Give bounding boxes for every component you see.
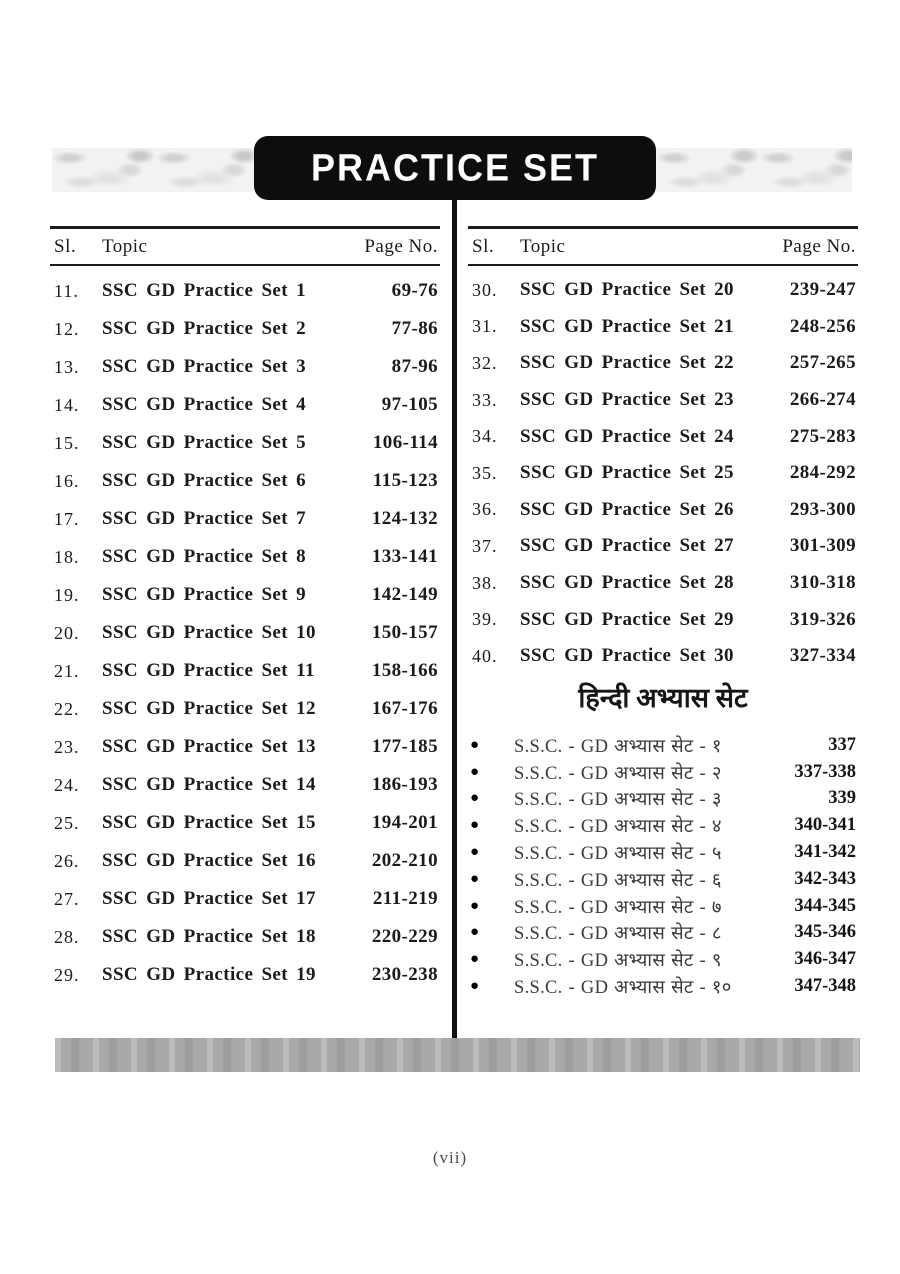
header-topic: Topic (102, 235, 148, 257)
row-serial: 27. (54, 888, 80, 909)
toc-rows-right (468, 272, 858, 675)
table-row (468, 418, 858, 455)
table-header (50, 226, 440, 266)
bullet-icon: ● (470, 736, 480, 753)
row-topic: SSC GD Practice Set 29 (520, 608, 734, 630)
table-row (50, 424, 440, 462)
row-page-range: 186-193 (371, 774, 438, 795)
hindi-list-item (468, 893, 858, 920)
row-page-range: 69-76 (391, 280, 438, 301)
row-page-range: 346-347 (794, 949, 856, 970)
table-row (50, 576, 440, 614)
row-serial: 39. (472, 609, 498, 630)
row-page-range: 284-292 (789, 462, 856, 484)
row-serial: 18. (54, 546, 80, 567)
row-page-range: 340-341 (794, 815, 856, 836)
row-topic: S.S.C. - GD अभ्यास सेट - ७ (514, 897, 722, 918)
row-topic: S.S.C. - GD अभ्यास सेट - १० (514, 978, 732, 999)
row-topic: SSC GD Practice Set 14 (102, 774, 316, 795)
hindi-list-item (468, 920, 858, 947)
row-serial: 14. (54, 394, 80, 415)
row-page-range: 301-309 (789, 535, 856, 557)
row-page-range: 327-334 (789, 645, 856, 667)
row-page-range: 248-256 (789, 315, 856, 337)
table-row (50, 386, 440, 424)
row-serial: 31. (472, 316, 498, 337)
row-topic: S.S.C. - GD अभ्यास सेट - ९ (514, 951, 722, 972)
bullet-icon: ● (470, 897, 480, 914)
row-topic: SSC GD Practice Set 13 (102, 736, 316, 757)
table-row (50, 348, 440, 386)
row-topic: SSC GD Practice Set 17 (102, 888, 316, 909)
row-topic: SSC GD Practice Set 19 (102, 964, 316, 985)
hindi-section-rows (468, 732, 858, 1000)
row-serial: 11. (54, 280, 79, 301)
table-row (50, 462, 440, 500)
row-serial: 37. (472, 535, 498, 556)
bullet-icon: ● (470, 978, 480, 995)
row-topic: SSC GD Practice Set 27 (520, 535, 734, 557)
bullet-icon: ● (470, 817, 480, 834)
row-page-range: 310-318 (789, 572, 856, 594)
hindi-list-item (468, 839, 858, 866)
table-row (50, 956, 440, 994)
header-page: Page No. (782, 235, 856, 257)
row-topic: SSC GD Practice Set 9 (102, 584, 307, 605)
row-page-range: 319-326 (789, 608, 856, 630)
row-page-range: 106-114 (372, 432, 438, 453)
table-row (468, 309, 858, 346)
row-topic: SSC GD Practice Set 28 (520, 572, 734, 594)
bullet-icon: ● (470, 870, 480, 887)
row-topic: SSC GD Practice Set 6 (102, 470, 307, 491)
row-page-range: 87-96 (391, 356, 438, 377)
row-page-range: 158-166 (371, 660, 438, 681)
hindi-list-item (468, 732, 858, 759)
row-serial: 30. (472, 279, 498, 300)
hindi-list-item (468, 973, 858, 1000)
row-page-range: 344-345 (794, 895, 856, 916)
row-topic: SSC GD Practice Set 18 (102, 926, 316, 947)
row-topic: SSC GD Practice Set 15 (102, 812, 316, 833)
table-row (468, 601, 858, 638)
row-topic: S.S.C. - GD अभ्यास सेट - २ (514, 763, 722, 784)
row-page-range: 150-157 (371, 622, 438, 643)
row-topic: SSC GD Practice Set 16 (102, 850, 316, 871)
table-row (50, 918, 440, 956)
row-page-range: 97-105 (381, 394, 438, 415)
row-topic: SSC GD Practice Set 5 (102, 432, 307, 453)
row-topic: S.S.C. - GD अभ्यास सेट - १ (514, 736, 722, 757)
row-serial: 24. (54, 774, 80, 795)
header-topic: Topic (520, 235, 566, 257)
row-serial: 12. (54, 318, 80, 339)
row-topic: SSC GD Practice Set 20 (520, 279, 734, 301)
table-row (468, 345, 858, 382)
table-row (50, 614, 440, 652)
row-page-range: 342-343 (794, 868, 856, 889)
bullet-icon: ● (470, 763, 480, 780)
row-topic: SSC GD Practice Set 10 (102, 622, 316, 643)
row-serial: 29. (54, 964, 80, 985)
row-topic: SSC GD Practice Set 21 (520, 315, 734, 337)
table-row (50, 538, 440, 576)
row-topic: SSC GD Practice Set 7 (102, 508, 307, 529)
row-page-range: 337-338 (794, 761, 856, 782)
row-topic: SSC GD Practice Set 12 (102, 698, 316, 719)
row-page-range: 124-132 (371, 508, 438, 529)
row-topic: SSC GD Practice Set 4 (102, 394, 307, 415)
page-title: PRACTICE SET (310, 145, 600, 189)
table-row (468, 528, 858, 565)
row-serial: 34. (472, 426, 498, 447)
row-topic: S.S.C. - GD अभ्यास सेट - ८ (514, 924, 722, 945)
header-serial: Sl. (54, 235, 77, 257)
row-page-range: 239-247 (789, 279, 856, 301)
bullet-icon: ● (470, 924, 480, 941)
table-row (50, 804, 440, 842)
row-page-range: 266-274 (789, 389, 856, 411)
row-page-range: 220-229 (371, 926, 438, 947)
row-serial: 13. (54, 356, 80, 377)
row-serial: 21. (54, 660, 80, 681)
page-number-footer: (vii) (432, 1148, 468, 1167)
row-topic: SSC GD Practice Set 3 (102, 356, 307, 377)
row-serial: 25. (54, 812, 80, 833)
table-row (468, 565, 858, 602)
row-serial: 35. (472, 462, 498, 483)
hindi-list-item (468, 812, 858, 839)
table-row (50, 842, 440, 880)
row-page-range: 257-265 (789, 352, 856, 374)
row-topic: S.S.C. - GD अभ्यास सेट - ३ (514, 790, 722, 811)
toc-rows-left (50, 272, 440, 994)
table-row (50, 690, 440, 728)
row-topic: SSC GD Practice Set 2 (102, 318, 307, 339)
hindi-section-heading: हिन्दी अभ्यास सेट (578, 683, 748, 713)
table-row (50, 728, 440, 766)
row-page-range: 337 (828, 734, 856, 755)
row-topic: SSC GD Practice Set 1 (102, 280, 307, 301)
toc-column-right (468, 0, 858, 1274)
row-page-range: 194-201 (371, 812, 438, 833)
row-topic: S.S.C. - GD अभ्यास सेट - ५ (514, 844, 722, 865)
row-serial: 17. (54, 508, 80, 529)
table-row (468, 492, 858, 529)
row-page-range: 275-283 (789, 425, 856, 447)
hindi-list-item (468, 786, 858, 813)
row-topic: SSC GD Practice Set 23 (520, 389, 734, 411)
row-topic: SSC GD Practice Set 30 (520, 645, 734, 667)
row-serial: 19. (54, 584, 80, 605)
table-row (50, 766, 440, 804)
row-page-range: 142-149 (371, 584, 438, 605)
hindi-list-item (468, 759, 858, 786)
bullet-icon: ● (470, 951, 480, 968)
row-topic: SSC GD Practice Set 11 (102, 660, 315, 681)
header-page: Page No. (364, 235, 438, 257)
row-serial: 23. (54, 736, 80, 757)
row-topic: SSC GD Practice Set 24 (520, 425, 734, 447)
row-topic: SSC GD Practice Set 8 (102, 546, 307, 567)
row-page-range: 341-342 (794, 842, 856, 863)
row-serial: 40. (472, 645, 498, 666)
row-topic: SSC GD Practice Set 25 (520, 462, 734, 484)
table-header (468, 226, 858, 266)
row-page-range: 211-219 (372, 888, 438, 909)
row-serial: 28. (54, 926, 80, 947)
header-serial: Sl. (472, 235, 495, 257)
row-page-range: 77-86 (391, 318, 438, 339)
row-topic: SSC GD Practice Set 22 (520, 352, 734, 374)
table-row (468, 272, 858, 309)
row-serial: 33. (472, 389, 498, 410)
row-serial: 38. (472, 572, 498, 593)
row-serial: 32. (472, 352, 498, 373)
hindi-list-item (468, 946, 858, 973)
row-page-range: 115-123 (372, 470, 438, 491)
row-page-range: 347-348 (794, 976, 856, 997)
row-topic: S.S.C. - GD अभ्यास सेट - ४ (514, 817, 722, 838)
row-page-range: 293-300 (789, 498, 856, 520)
decorative-texture-bar-bottom (55, 1038, 860, 1072)
table-row (468, 638, 858, 675)
row-topic: SSC GD Practice Set 26 (520, 498, 734, 520)
row-serial: 20. (54, 622, 80, 643)
row-serial: 36. (472, 499, 498, 520)
table-row (468, 382, 858, 419)
bullet-icon: ● (470, 844, 480, 861)
row-page-range: 202-210 (371, 850, 438, 871)
row-page-range: 133-141 (371, 546, 438, 567)
toc-column-left (50, 0, 440, 1274)
row-serial: 22. (54, 698, 80, 719)
table-row (468, 455, 858, 492)
table-row (50, 880, 440, 918)
row-serial: 26. (54, 850, 80, 871)
hindi-list-item (468, 866, 858, 893)
row-page-range: 345-346 (794, 922, 856, 943)
row-page-range: 167-176 (371, 698, 438, 719)
table-row (50, 310, 440, 348)
row-serial: 15. (54, 432, 80, 453)
table-row (50, 500, 440, 538)
row-page-range: 339 (828, 788, 856, 809)
row-serial: 16. (54, 470, 80, 491)
row-page-range: 177-185 (371, 736, 438, 757)
table-row (50, 652, 440, 690)
bullet-icon: ● (470, 790, 480, 807)
column-divider-line (452, 199, 457, 1043)
row-page-range: 230-238 (371, 964, 438, 985)
row-topic: S.S.C. - GD अभ्यास सेट - ६ (514, 870, 722, 891)
table-row (50, 272, 440, 310)
